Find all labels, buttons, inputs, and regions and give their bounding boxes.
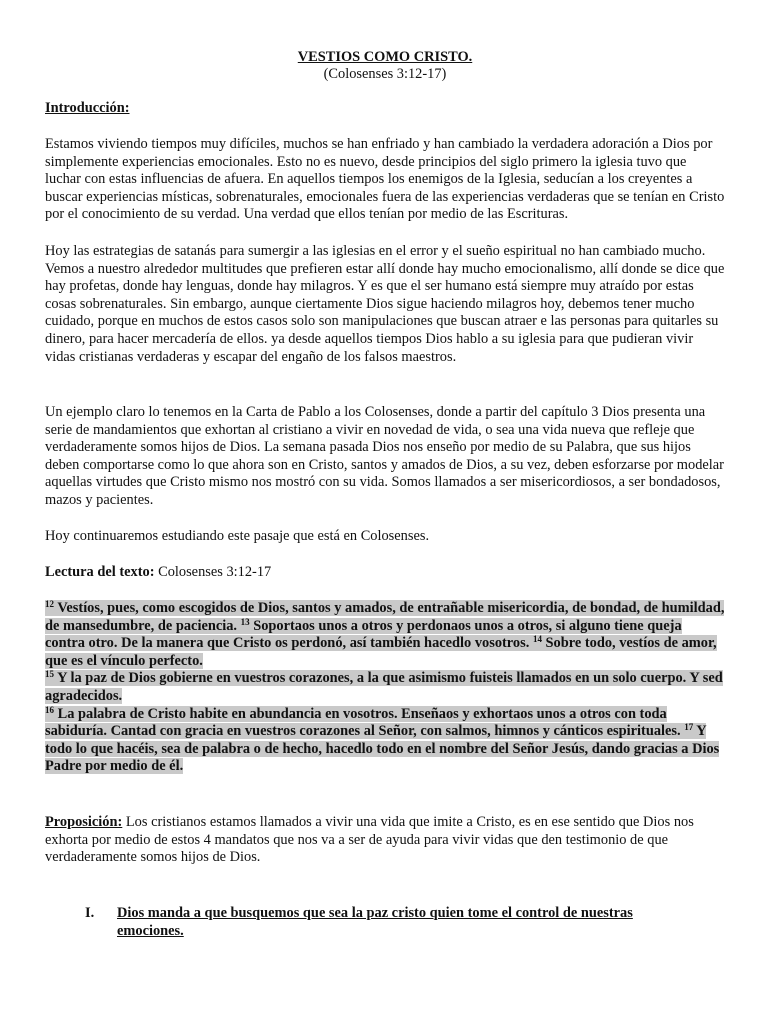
sermon-title: VESTIOS COMO CRISTO. [297, 49, 473, 65]
outline-point-text: Dios manda a que busquemos que sea la paz cristo quien tome el control de nuestras emociones. [117, 905, 633, 939]
scripture-block-16-17 [45, 706, 725, 776]
intro-paragraph-4: Hoy continuaremos estudiando este pasaje que está en Colosenses. [45, 528, 430, 544]
intro-paragraph-3: Un ejemplo claro lo tenemos en la Carta de Pablo a los Colosenses, donde a partir del capítulo 3 Dios presenta una serie de mandamientos que exhortan al cristiano a vivir en novedad de vida, o sea una vida nueva que refleje que verdaderamente somos hijos de Dios. La semana pasada Dios nos enseño por medio de su Palabra, que sus hijos deben comportarse como lo que ahora son en Cristo, santos y amados de Dios, a su vez, deben esforzarse por modelar aquellas virtudes que Cristo mismo nos mostró con su vida. Somos llamados a ser misericordiosos, a ser bondadosos, mazos y pacientes. [45, 404, 724, 508]
text-reading-line [45, 564, 271, 582]
scripture-passage [45, 600, 725, 776]
verse-13: Soportaos unos a otros y perdonaos unos a otros, si alguno tiene queja contra otro. De la manera que Cristo os perdonó, así también hacedlo vosotros. [45, 617, 682, 652]
verse-16: La palabra de Cristo habite en abundancia en vosotros. Enseñaos y exhortaos unos a otros con toda sabiduría. Cantad con gracia en vuestros corazones al Señor, con salmos, himnos y cánticos espirituales. [45, 705, 685, 740]
introduction-heading: Introducción: [45, 100, 130, 116]
verse-number: 12 [45, 599, 54, 609]
intro-paragraph-2: Hoy las estrategias de satanás para sumergir a las iglesias en el error y el sueño espiritual no han cambiado mucho. Vemos a nuestro alrededor multitudes que prefieren estar allí donde hay mucho emocionalismo, allí donde se dice que hay profetas, donde hay lenguas, donde hay milagros. Y es que el ser humano está siempre muy atraído por estas cosas sobrenaturales. Sin embargo, aunque ciertamente Dios sigue haciendo milagros hoy, debemos tener mucho cuidado, porque en muchos de estos casos solo son manipulaciones que buscan atraer e las personas para quitarles su dinero, para hacer mercadería de ellos. ya desde aquellos tiempos Dios hablo a su iglesia para que pudieran vivir vidas cristianas verdaderas y escapar del engaño de los falsos maestros. [45, 243, 725, 365]
verse-14: Sobre todo, vestíos de amor, que es el vínculo perfecto. [45, 635, 717, 669]
scripture-block-12-14 [45, 600, 725, 670]
proposition-label: Proposición: [45, 814, 123, 830]
verse-17: Y todo lo que hacéis, sea de palabra o de hecho, hacedlo todo en el nombre del Señor Jesús, dando gracias a Dios Padre por medio de él. [45, 723, 720, 775]
verse-15: Y la paz de Dios gobierne en vuestros corazones, a la que asimismo fuisteis llamados en un solo cuerpo. Y sed agradecidos. [45, 670, 723, 704]
reading-reference: Colosenses 3:12-17 [154, 564, 272, 580]
proposition-text: Los cristianos estamos llamados a vivir una vida que imite a Cristo, es en ese sentido que Dios nos exhorta por medio de estos 4 mandatos que nos va a ser de ayuda para vivir vidas que den testimonio de que verdaderamente somos hijos de Dios. [45, 814, 694, 866]
verse-number: 13 [240, 616, 250, 627]
verse-12: Vestíos, pues, como escogidos de Dios, santos y amados, de entrañable misericordia, de bondad, de humildad, de mansedumbre, de paciencia. [45, 600, 725, 634]
verse-number: 16 [45, 704, 54, 715]
scripture-reference: (Colosenses 3:12-17) [323, 66, 447, 82]
verse-number: 17 [684, 722, 694, 733]
scripture-block-15 [45, 670, 725, 705]
proposition-paragraph [45, 814, 725, 867]
intro-paragraph-1: Estamos viviendo tiempos muy difíciles, muchos se han enfriado y han cambiado la verdadera adoración a Dios por simplemente experiencias emocionales. Esto no es nuevo, desde principios del siglo primero la iglesia tuvo que luchar con estas influencias de afuera. En aquellos tiempos los enemigos de la Iglesia, seducían a los creyentes a buscar experiencias místicas, sobrenaturales, emocionales fuera de las experiencias verdaderas que se tenían en Cristo por el conocimiento de su verdad. Una verdad que ellos tenían por medio de las Escrituras. [45, 136, 725, 223]
verse-number: 15 [45, 669, 54, 680]
verse-number: 14 [532, 634, 542, 645]
outline-point-number: I. [85, 905, 95, 921]
reading-label: Lectura del texto: [45, 564, 155, 580]
